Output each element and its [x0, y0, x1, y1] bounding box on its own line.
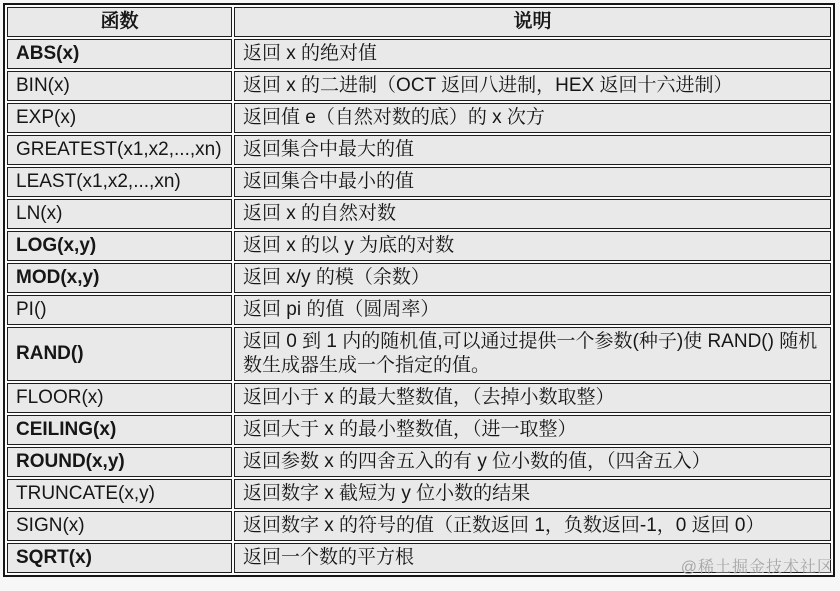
- table-row: [7, 415, 831, 445]
- table-row: [7, 231, 831, 261]
- watermark: @稀土掘金技术社区: [680, 559, 834, 576]
- table-row: [7, 167, 831, 197]
- function-column-header: 函数: [7, 7, 232, 37]
- description-cell: 返回值 e（自然对数的底）的 x 次方: [234, 103, 831, 133]
- description-cell: 返回小于 x 的最大整数值，（去掉小数取整）: [234, 383, 831, 413]
- table-row: [7, 39, 831, 69]
- function-cell: EXP(x): [7, 103, 232, 133]
- description-cell: 返回数字 x 的符号的值（正数返回 1，负数返回-1，0 返回 0）: [234, 511, 831, 541]
- description-cell: 返回集合中最小的值: [234, 167, 831, 197]
- description-cell: 返回 pi 的值（圆周率）: [234, 295, 831, 325]
- function-cell: ABS(x): [7, 39, 232, 69]
- table-row: [7, 199, 831, 229]
- table-row: [7, 447, 831, 477]
- function-cell: CEILING(x): [7, 415, 232, 445]
- description-cell: 返回 0 到 1 内的随机值,可以通过提供一个参数(种子)使 RAND() 随机数生成器生成一个指定的值。: [234, 327, 831, 381]
- table-row: [7, 71, 831, 101]
- table-body: [7, 39, 831, 573]
- table-row: [7, 383, 831, 413]
- function-cell: SIGN(x): [7, 511, 232, 541]
- table-row: [7, 543, 831, 573]
- function-cell: PI(): [7, 295, 232, 325]
- table-row: [7, 295, 831, 325]
- description-cell: 返回 x 的自然对数: [234, 199, 831, 229]
- function-cell: SQRT(x): [7, 543, 232, 573]
- table-row: [7, 511, 831, 541]
- function-cell: BIN(x): [7, 71, 232, 101]
- description-column-header: 说明: [234, 7, 831, 37]
- function-cell: MOD(x,y): [7, 263, 232, 293]
- description-cell: 返回数字 x 截短为 y 位小数的结果: [234, 479, 831, 509]
- function-cell: LOG(x,y): [7, 231, 232, 261]
- description-cell: 返回一个数的平方根: [234, 543, 831, 573]
- table-row: [7, 327, 831, 381]
- function-cell: LEAST(x1,x2,...,xn): [7, 167, 232, 197]
- function-cell: GREATEST(x1,x2,...,xn): [7, 135, 232, 165]
- description-cell: 返回 x 的二进制（OCT 返回八进制，HEX 返回十六进制）: [234, 71, 831, 101]
- description-cell: 返回集合中最大的值: [234, 135, 831, 165]
- description-cell: 返回 x/y 的模（余数）: [234, 263, 831, 293]
- table-row: [7, 103, 831, 133]
- function-cell: LN(x): [7, 199, 232, 229]
- description-cell: 返回大于 x 的最小整数值，（进一取整）: [234, 415, 831, 445]
- table-row: [7, 263, 831, 293]
- function-cell: ROUND(x,y): [7, 447, 232, 477]
- description-cell: 返回 x 的绝对值: [234, 39, 831, 69]
- description-cell: 返回参数 x 的四舍五入的有 y 位小数的值，（四舍五入）: [234, 447, 831, 477]
- function-cell: TRUNCATE(x,y): [7, 479, 232, 509]
- header-row: [7, 7, 831, 37]
- table-row: [7, 135, 831, 165]
- function-cell: RAND(): [7, 327, 232, 381]
- function-reference-table: [3, 3, 835, 577]
- table-row: [7, 479, 831, 509]
- function-cell: FLOOR(x): [7, 383, 232, 413]
- description-cell: 返回 x 的以 y 为底的对数: [234, 231, 831, 261]
